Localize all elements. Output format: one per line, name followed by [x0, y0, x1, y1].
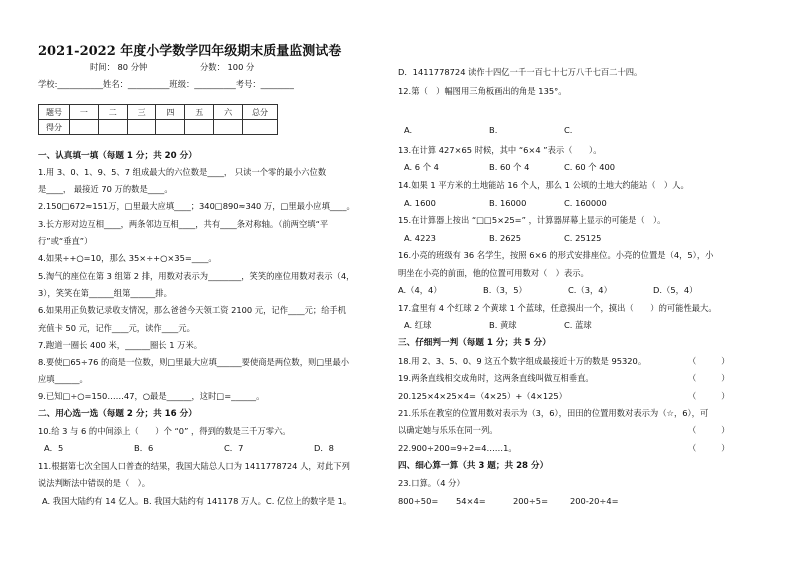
- question-line: 3），笑笑在第______组第______排。: [38, 288, 172, 298]
- answer-parens[interactable]: （ ）: [688, 391, 730, 401]
- score-input-cell[interactable]: [214, 120, 243, 135]
- question-line: 明坐在小亮的前面，他的位置可用数对（ ）表示。: [398, 268, 589, 278]
- question-line: 2.150□672≈151万，□里最大应填____；340□890≈340 万，□里最小应填____。: [38, 201, 355, 211]
- calc-item[interactable]: 200-20÷4=: [570, 496, 619, 506]
- section-3-heading: 三、仔细判一判（每题 1 分；共 5 分）: [398, 338, 551, 348]
- exam-time: 时间： 80 分钟: [90, 62, 148, 72]
- judge-line: 21.乐乐在教室的位置用数对表示为（3，6），田田的位置用数对表示为（☆，6），可: [398, 408, 709, 418]
- option-d[interactable]: D.（5，4）: [653, 285, 698, 295]
- score-cell: 二: [98, 105, 127, 120]
- question-line: 应填______。: [38, 374, 88, 384]
- question-line: 13.在计算 427×65 时候，其中 “6×4 ”表示（ ）。: [398, 145, 602, 155]
- option-a[interactable]: A. 6 个 4: [404, 162, 439, 172]
- score-cell: 一: [70, 105, 99, 120]
- option-b[interactable]: B. 黄球: [489, 320, 517, 330]
- option-c[interactable]: C.（3，4）: [568, 285, 612, 295]
- option-c[interactable]: C. 60 个 400: [564, 162, 616, 172]
- option-a[interactable]: A．5: [44, 443, 64, 453]
- score-table: [38, 104, 278, 135]
- score-input-cell[interactable]: [243, 120, 278, 135]
- score-input-cell[interactable]: [185, 120, 214, 135]
- question-line: 3.长方形对边互相____，两条邻边互相____，共有____条对称轴。（前两空填“平: [38, 219, 329, 229]
- question-line: 行”或“垂直”）: [38, 236, 93, 246]
- option-a[interactable]: A.: [404, 125, 413, 135]
- score-input-cell[interactable]: [70, 120, 99, 135]
- option-c[interactable]: C. 160000: [564, 198, 607, 208]
- score-cell: 三: [127, 105, 156, 120]
- question-line: 9.已知□÷○=150……47，○最是______，这时□=______。: [38, 391, 265, 401]
- score-cell: 总分: [243, 105, 278, 120]
- score-table-header-row: [39, 105, 278, 120]
- question-line: 是____， 最接近 70 万的数是____。: [38, 184, 173, 194]
- question-line: 11.根据第七次全国人口普查的结果，我国大陆总人口为 1411778724 人，对此下列: [38, 461, 350, 471]
- option-c[interactable]: C. 25125: [564, 233, 602, 243]
- option-a[interactable]: A.（4，4）: [398, 285, 442, 295]
- q11-options-line[interactable]: A. 我国大陆约有 14 亿人。B. 我国大陆约有 141178 万人。C. 亿位上的数字是 1。: [42, 496, 352, 506]
- option-b[interactable]: B.: [489, 125, 498, 135]
- exam-score: 分数： 100 分: [200, 62, 255, 72]
- section-1-heading: 一、认真填一填（每题 1 分；共 20 分）: [38, 151, 197, 161]
- question-line: 7.跑道一圈长 400 米，______圈长 1 万米。: [38, 340, 203, 350]
- option-d[interactable]: D．8: [314, 443, 334, 453]
- option-a[interactable]: A. 1600: [404, 198, 436, 208]
- answer-parens[interactable]: （ ）: [688, 373, 730, 383]
- section-4-heading: 四、细心算一算（共 3 题；共 28 分）: [398, 461, 549, 471]
- question-line: 23.口算。（4 分）: [398, 478, 465, 488]
- question-line: 6.如果用正负数记录收支情况，那么爸爸今天领工资 2100 元，记作____元；给手机: [38, 305, 347, 315]
- option-b[interactable]: B. 16000: [489, 198, 527, 208]
- score-cell: 六: [214, 105, 243, 120]
- option-b[interactable]: B.（3，5）: [483, 285, 527, 295]
- score-input-cell[interactable]: [98, 120, 127, 135]
- question-line: 14.如果 1 平方米的土地能站 16 个人，那么 1 公顷的土地大约能站（ ）人。: [398, 180, 689, 190]
- q11-option-d[interactable]: D．1411778724 读作十四亿一千一百七十七万八千七百二十四。: [398, 67, 643, 77]
- exam-title: 2021-2022 年度小学数学四年级期末质量监测试卷: [38, 44, 342, 59]
- score-table-score-row: [39, 120, 278, 135]
- option-c[interactable]: C．7: [224, 443, 244, 453]
- question-line: 4.如果÷+○=10，那么 35×÷+○×35=____。: [38, 253, 217, 263]
- judge-line: 以确定她与乐乐在同一列。: [398, 425, 498, 435]
- question-line: 17.盒里有 4 个红球 2 个黄球 1 个蓝球，任意摸出一个，摸出（ ）的可能性最大。: [398, 303, 717, 313]
- question-line: 充值卡 50 元，记作____元，读作____元。: [38, 323, 195, 333]
- option-c[interactable]: C.: [564, 125, 573, 135]
- judge-line: 22.900÷200=9÷2=4……1。: [398, 443, 517, 453]
- answer-parens[interactable]: （ ）: [688, 356, 730, 366]
- question-line: 12.第（ ）幅图用三角板画出的角是 135°。: [398, 86, 567, 96]
- answer-parens[interactable]: （ ）: [688, 425, 730, 435]
- judge-line: 19.两条直线相交成角时，这两条直线叫做互相垂直。: [398, 373, 594, 383]
- question-line: 15.在计算器上按出 “□□5×25=” ，计算器屏幕上显示的可能是（ ）。: [398, 215, 666, 225]
- section-2-heading: 二、用心选一选（每题 2 分；共 16 分）: [38, 409, 197, 419]
- option-b[interactable]: B．6: [134, 443, 154, 453]
- calc-item[interactable]: 200÷5=: [513, 496, 549, 506]
- option-a[interactable]: A. 红球: [404, 320, 432, 330]
- score-cell: 得分: [39, 120, 70, 135]
- judge-line: 20.125×4×25×4=（4×25）+（4×125）: [398, 391, 567, 401]
- student-info-line[interactable]: 学校:___________姓名：__________班级：__________考号：________: [38, 79, 294, 89]
- score-cell: 四: [156, 105, 185, 120]
- answer-parens[interactable]: （ ）: [688, 443, 730, 453]
- calc-item[interactable]: 800÷50=: [398, 496, 439, 506]
- question-line: 10.给 3 与 6 的中间添上（ ）个 “0” ，得到的数是三千万零六。: [38, 426, 291, 436]
- question-line: 16.小亮的班级有 36 名学生，按照 6×6 的形式安排座位。小亮的位置是（4，5），小: [398, 250, 714, 260]
- score-cell: 题号: [39, 105, 70, 120]
- option-b[interactable]: B. 2625: [489, 233, 522, 243]
- question-line: 1.用 3、0、1、9、5、7 组成最大的六位数是____， 只读一个零的最小六位数: [38, 167, 327, 177]
- score-cell: 五: [185, 105, 214, 120]
- option-b[interactable]: B. 60 个 4: [489, 162, 530, 172]
- option-c[interactable]: C. 蓝球: [564, 320, 592, 330]
- question-line: 8.要使□65÷76 的商是一位数，则□里最大应填______要使商是两位数，则□里最小: [38, 357, 350, 367]
- question-line: 说法判断法中错误的是（ ）。: [38, 478, 151, 488]
- judge-line: 18.用 2、3、5、0、9 这五个数字组成最接近十万的数是 95320。: [398, 356, 647, 366]
- question-line: 5.淘气的座位在第 3 组第 2 排，用数对表示为________，笑笑的座位用数对表示（4，: [38, 271, 355, 281]
- score-input-cell[interactable]: [127, 120, 156, 135]
- score-input-cell[interactable]: [156, 120, 185, 135]
- option-a[interactable]: A. 4223: [404, 233, 436, 243]
- calc-item[interactable]: 54×4=: [456, 496, 486, 506]
